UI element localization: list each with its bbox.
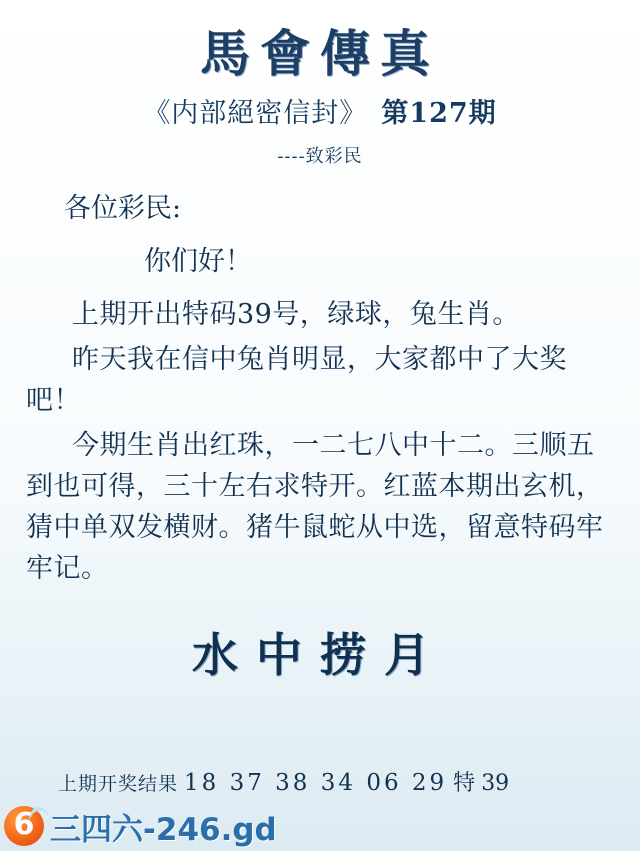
result-special-number: 39 [481,771,510,796]
logo-digit: 6 [13,807,35,842]
watermark-dash: - [143,811,156,848]
site-logo-icon [2,803,48,849]
paragraph-3: 今期生肖出红珠，一二七八中十二。三顺五到也可得，三十左右求特开。红蓝本期出玄机，猜中单双发横财。猪牛鼠蛇从中选，留意特码牢牢记。 [26,430,604,585]
issue-number: 第127期 [381,98,497,129]
title-block [0,0,640,168]
greeting: 你们好！ [144,246,252,278]
watermark-text [50,804,277,849]
watermark-site-name: 三四六 [50,811,143,848]
letter-body [26,188,614,589]
paragraph-1: 上期开出特码39号，绿球，兔生肖。 [72,299,520,331]
subtitle: 《内部絕密信封》 [143,98,368,129]
result-numbers: 18 37 38 34 06 29 [184,770,448,796]
slogan: 水中捞月 [192,628,448,683]
watermark [0,801,640,851]
watermark-domain: 246.gd [155,811,277,848]
salutation: 各位彩民: [64,193,182,224]
subtitle-row [0,91,640,130]
previous-draw-result [58,766,509,797]
paragraph-2: 昨天我在信中兔肖明显，大家都中了大奖吧！ [26,344,567,417]
dedication: ----致彩民 [277,146,363,167]
result-label: 上期开奖结果 [58,773,179,795]
page-title: 馬會傳真 [200,24,440,83]
result-special-label: 特 [453,771,476,796]
